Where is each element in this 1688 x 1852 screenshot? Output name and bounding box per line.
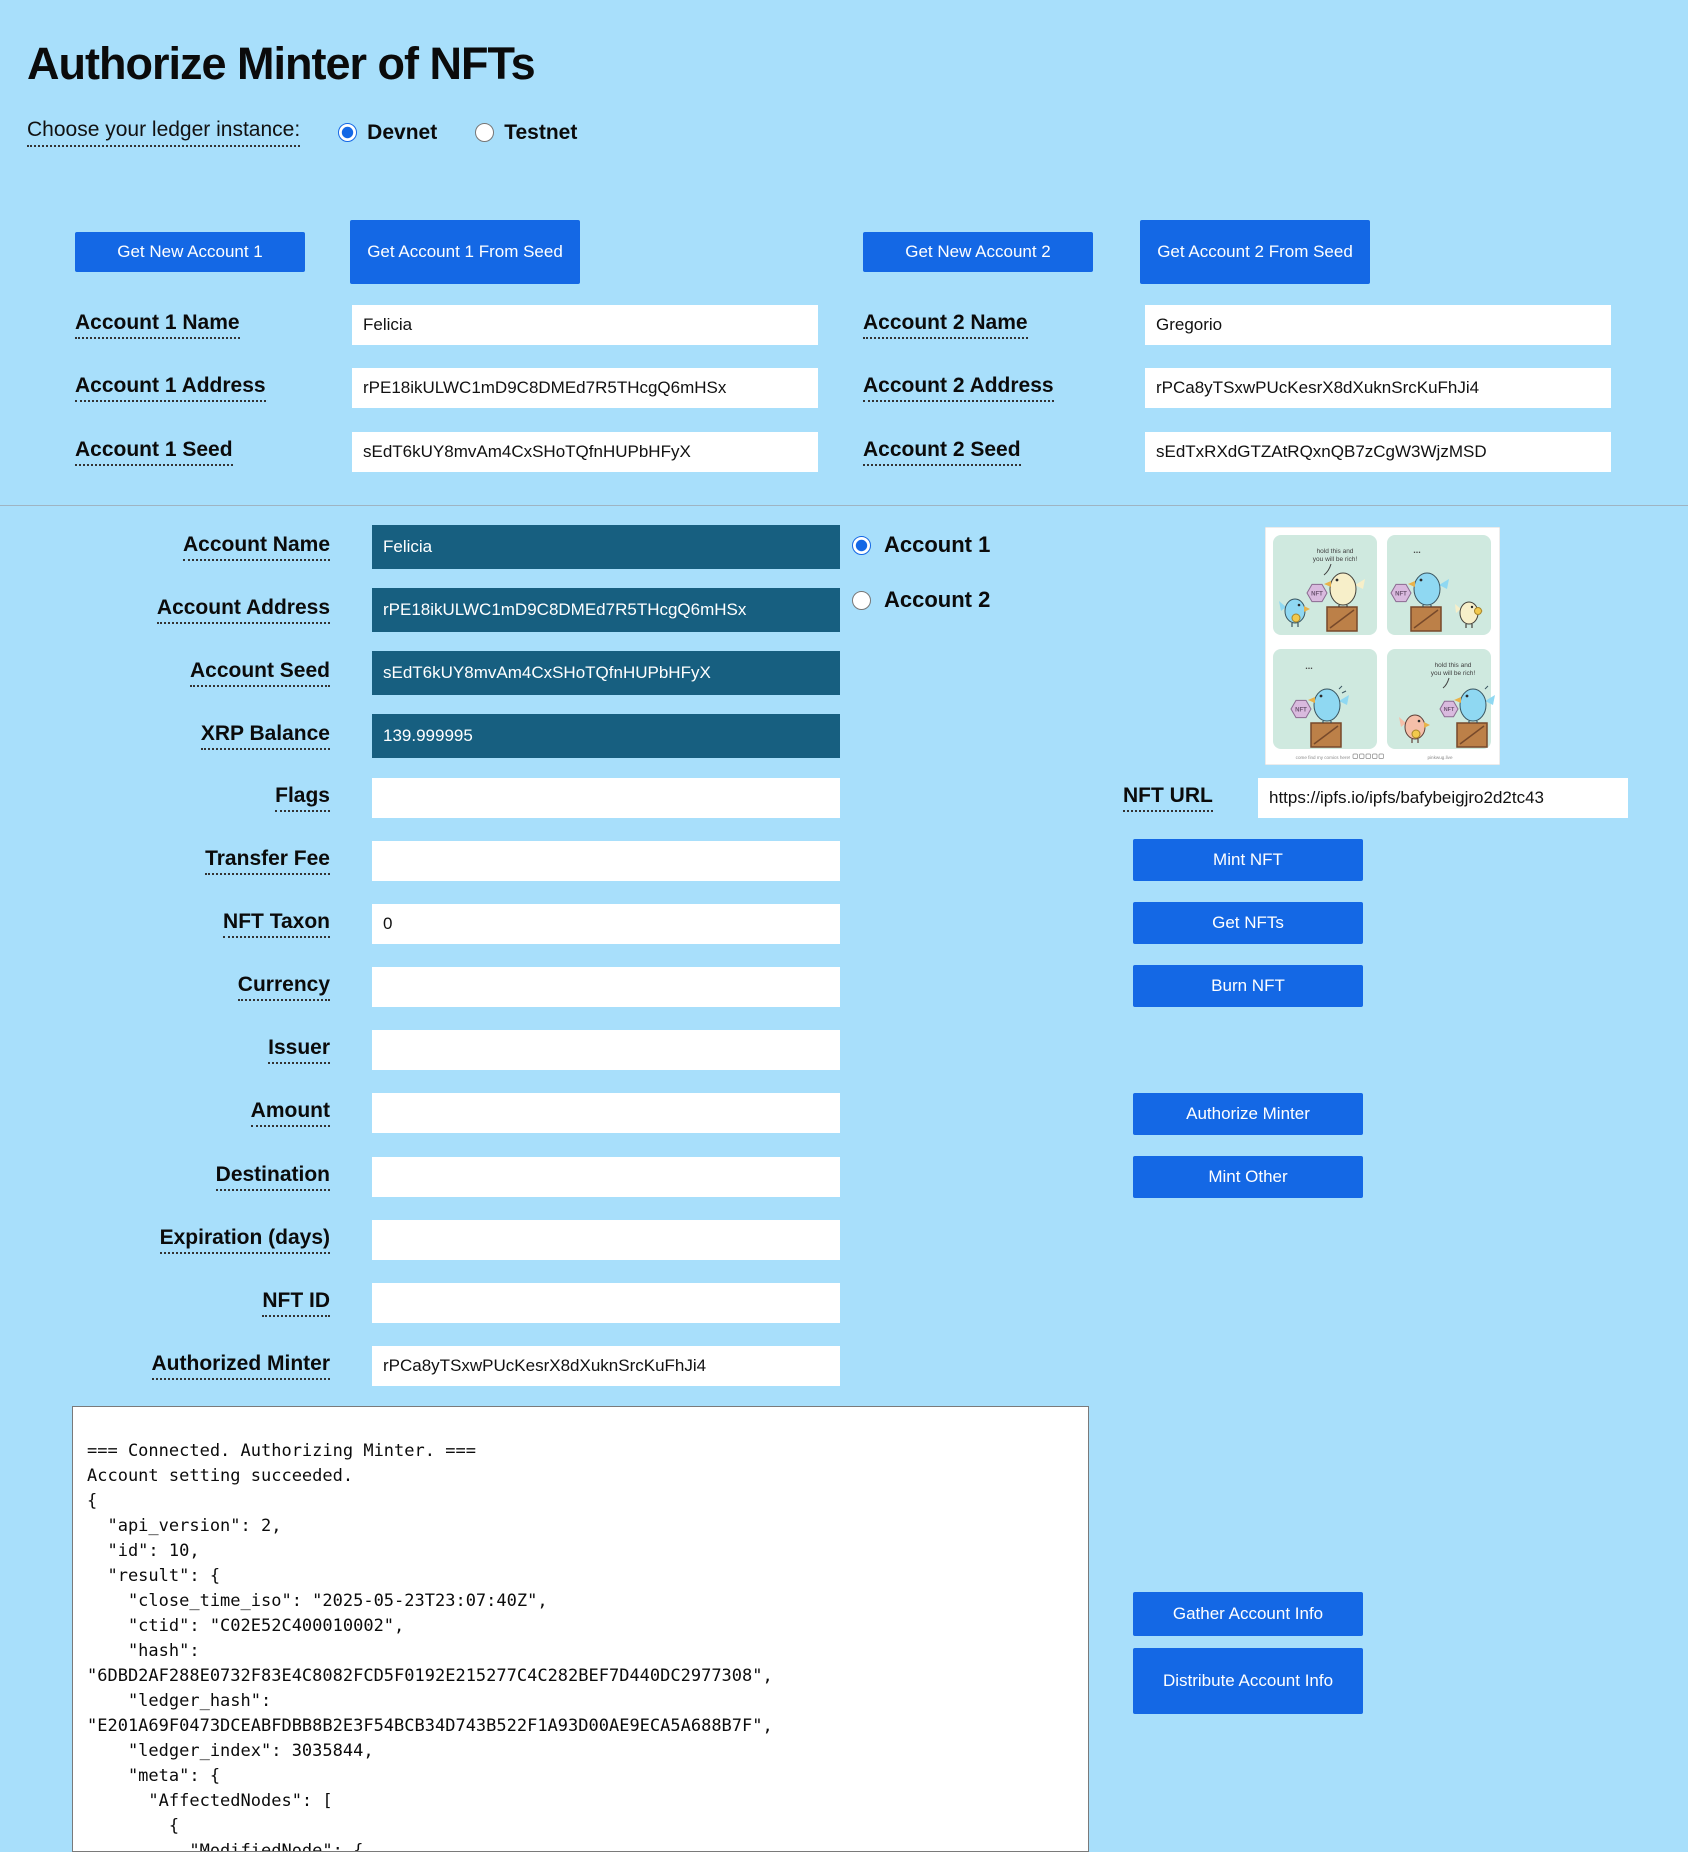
transfer-fee-label: Transfer Fee [60, 841, 330, 881]
comic-ellipsis-2: ... [1305, 661, 1313, 671]
devnet-label: Devnet [367, 120, 438, 144]
account-name-label: Account Name [60, 525, 330, 569]
expiration-input[interactable] [372, 1220, 840, 1260]
results-console[interactable] [72, 1406, 1089, 1852]
account-seed-label: Account Seed [60, 651, 330, 695]
get-account1-from-seed-button[interactable]: Get Account 1 From Seed [350, 220, 580, 284]
get-nfts-button[interactable]: Get NFTs [1133, 902, 1363, 944]
account-seed-field[interactable] [372, 651, 840, 695]
comic-ellipsis-1: ... [1413, 545, 1421, 555]
mint-other-button[interactable]: Mint Other [1133, 1156, 1363, 1198]
transfer-fee-input[interactable] [372, 841, 840, 881]
comic-nft-tag: NFT [1311, 591, 1323, 598]
nft-taxon-input[interactable] [372, 904, 840, 944]
flags-input[interactable] [372, 778, 840, 818]
comic-nft-tag: NFT [1443, 707, 1455, 714]
nft-url-input[interactable] [1258, 778, 1628, 818]
destination-input[interactable] [372, 1157, 840, 1197]
ledger-testnet-option[interactable] [475, 121, 577, 145]
nft-comic-image [1265, 527, 1500, 765]
destination-label: Destination [60, 1157, 330, 1197]
nft-url-label: NFT URL [1123, 778, 1253, 818]
ledger-instance-label: Choose your ledger instance: [27, 118, 300, 147]
testnet-label: Testnet [504, 120, 578, 144]
account2-seed-label: Account 2 Seed [863, 432, 1113, 472]
ledger-instance-row [27, 118, 577, 147]
flags-label: Flags [60, 778, 330, 818]
burn-nft-button[interactable]: Burn NFT [1133, 965, 1363, 1007]
currency-input[interactable] [372, 967, 840, 1007]
account-name-field[interactable] [372, 525, 840, 569]
xrp-balance-label: XRP Balance [60, 714, 330, 758]
account1-selector-option[interactable] [852, 524, 990, 566]
account2-name-input[interactable] [1145, 305, 1611, 345]
gather-account-info-button[interactable]: Gather Account Info [1133, 1592, 1363, 1636]
currency-label: Currency [60, 967, 330, 1007]
account2-selector-option[interactable] [852, 579, 990, 621]
ledger-devnet-option[interactable] [338, 121, 437, 145]
get-new-account1-button[interactable]: Get New Account 1 [75, 232, 305, 272]
account2-radio-label: Account 2 [884, 587, 991, 612]
amount-label: Amount [60, 1093, 330, 1133]
account1-name-input[interactable] [352, 305, 818, 345]
expiration-label: Expiration (days) [60, 1220, 330, 1260]
get-account2-from-seed-button[interactable]: Get Account 2 From Seed [1140, 220, 1370, 284]
nft-taxon-label: NFT Taxon [60, 904, 330, 944]
account1-name-label: Account 1 Name [75, 305, 325, 345]
account-selector [852, 524, 990, 634]
amount-input[interactable] [372, 1093, 840, 1133]
authorized-minter-input[interactable] [372, 1346, 840, 1386]
comic-speech-line2: you will be rich! [1312, 556, 1358, 563]
account1-seed-input[interactable] [352, 432, 818, 472]
get-new-account2-button[interactable]: Get New Account 2 [863, 232, 1093, 272]
account2-address-input[interactable] [1145, 368, 1611, 408]
xrp-balance-field[interactable] [372, 714, 840, 758]
account1-address-input[interactable] [352, 368, 818, 408]
account-address-label: Account Address [60, 588, 330, 632]
account1-radio-label: Account 1 [884, 532, 991, 557]
comic-nft-tag: NFT [1395, 591, 1407, 598]
page-title: Authorize Minter of NFTs [27, 38, 535, 89]
account1-seed-label: Account 1 Seed [75, 432, 325, 472]
mint-nft-button[interactable]: Mint NFT [1133, 839, 1363, 881]
authorize-minter-button[interactable]: Authorize Minter [1133, 1093, 1363, 1135]
issuer-input[interactable] [372, 1030, 840, 1070]
comic-speech-line2: you will be rich! [1430, 670, 1476, 677]
account2-address-label: Account 2 Address [863, 368, 1113, 408]
authorized-minter-label: Authorized Minter [60, 1346, 330, 1386]
account-address-field[interactable] [372, 588, 840, 632]
comic-caption-right: pinkwug.live [1427, 755, 1453, 760]
section-divider [0, 505, 1688, 506]
comic-nft-tag: NFT [1295, 707, 1307, 714]
comic-speech-line1: hold this and [1434, 662, 1472, 669]
issuer-label: Issuer [60, 1030, 330, 1070]
account2-radio[interactable] [852, 591, 871, 610]
nft-id-input[interactable] [372, 1283, 840, 1323]
comic-speech-line1: hold this and [1316, 548, 1354, 555]
comic-caption-left: come find my comics here! [1295, 755, 1351, 760]
nft-id-label: NFT ID [60, 1283, 330, 1323]
account1-address-label: Account 1 Address [75, 368, 325, 408]
distribute-account-info-button[interactable]: Distribute Account Info [1133, 1648, 1363, 1714]
testnet-radio[interactable] [475, 123, 494, 142]
account2-name-label: Account 2 Name [863, 305, 1113, 345]
devnet-radio[interactable] [338, 123, 357, 142]
account2-seed-input[interactable] [1145, 432, 1611, 472]
account1-radio[interactable] [852, 536, 871, 555]
